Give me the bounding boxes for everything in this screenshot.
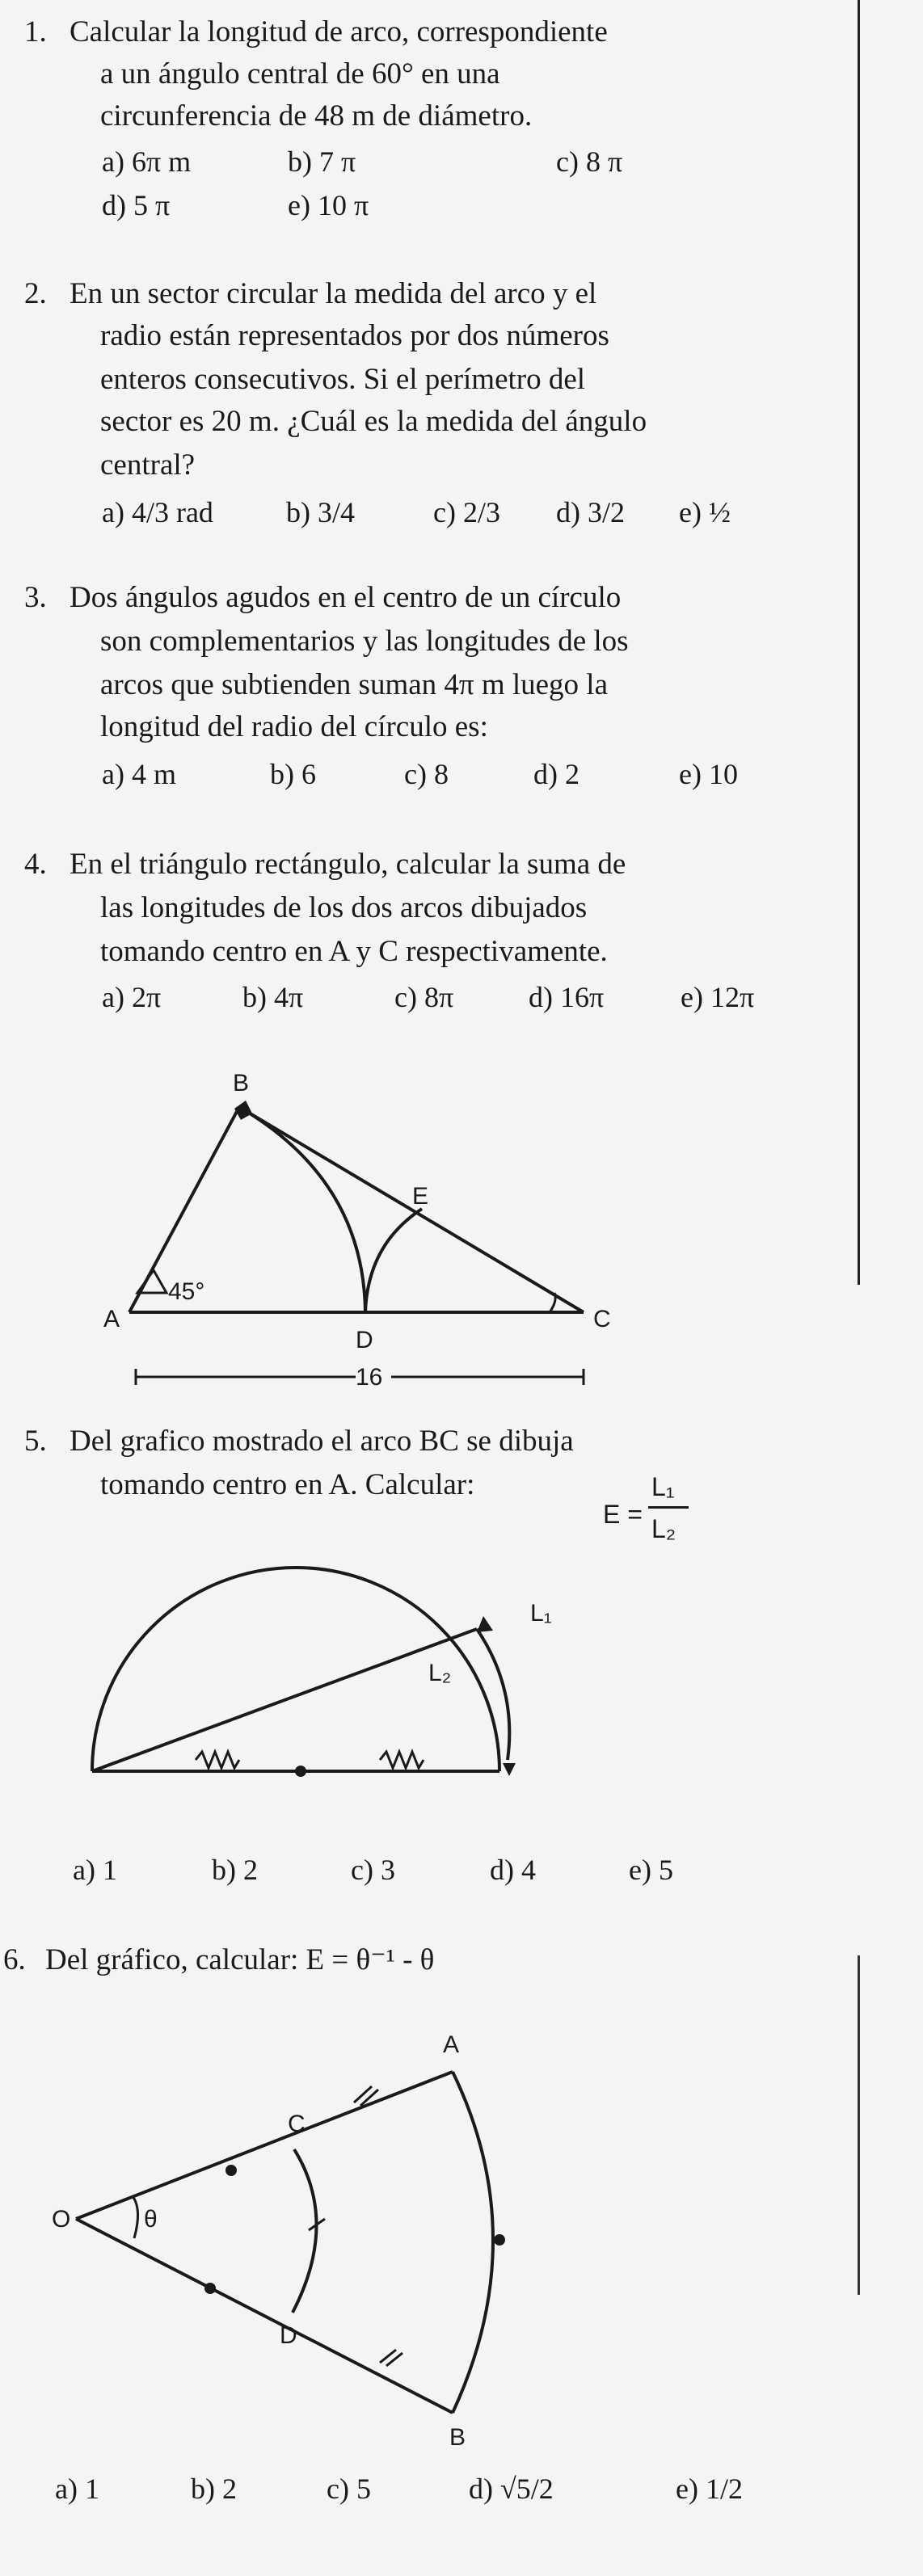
segment-ob — [76, 2219, 453, 2413]
problem-5-option-c: c) 3 — [351, 1854, 395, 1886]
problem-6-number: 6. — [3, 1943, 26, 1976]
label-6-c: C — [288, 2111, 306, 2137]
problem-3-option-c: c) 8 — [404, 758, 449, 790]
problem-5-option-e: e) 5 — [629, 1854, 673, 1886]
problem-3-line-2: son complementarios y las longitudes de los — [100, 625, 629, 658]
chord-ac — [92, 1629, 477, 1771]
problem-2-line-4: sector es 20 m. ¿Cuál es la medida del ángulo — [100, 405, 647, 438]
arc-de — [365, 1209, 422, 1312]
center-point — [295, 1766, 306, 1777]
label-a: A — [103, 1306, 120, 1332]
problem-5-line-1: Del grafico mostrado el arco BC se dibuja — [70, 1425, 574, 1458]
label-6-o: O — [52, 2206, 71, 2233]
problem-4-line-2: las longitudes de los dos arcos dibujados — [100, 891, 588, 924]
label-l2: L₂ — [428, 1660, 452, 1686]
problem-6-option-a: a) 1 — [55, 2473, 99, 2505]
arrow-l1 — [477, 1616, 493, 1632]
label-b: B — [233, 1070, 250, 1096]
problem-5-line-2: tomando centro en A. Calcular: — [100, 1468, 475, 1501]
label-6-theta: θ — [144, 2206, 158, 2233]
problem-1-line-3: circunferencia de 48 m de diámetro. — [100, 99, 533, 133]
point-od-mid — [204, 2283, 216, 2294]
label-c: C — [593, 1306, 611, 1332]
problem-6-option-b: b) 2 — [191, 2473, 237, 2505]
right-angle-mark-b — [234, 1101, 252, 1120]
problem-3-option-d: d) 2 — [533, 758, 580, 790]
point-arc-mid — [494, 2234, 505, 2246]
problem-4-line-3: tomando centro en A y C respectivamente. — [100, 935, 608, 968]
problem-4-option-e: e) 12π — [681, 981, 755, 1013]
segment-bc — [239, 1107, 584, 1312]
problem-2-option-d: d) 3/2 — [556, 496, 625, 528]
problem-6-option-e: e) 1/2 — [676, 2473, 743, 2505]
formula-numerator: L₁ — [651, 1472, 675, 1501]
problem-2-line-2: radio están representados por dos números — [100, 319, 609, 352]
problem-2-line-3: enteros consecutivos. Si el perímetro del — [100, 363, 586, 396]
problem-6-option-c: c) 5 — [327, 2473, 371, 2505]
fraction-bar — [648, 1506, 689, 1509]
problem-1-option-b: b) 7 π — [288, 145, 356, 178]
problem-3-option-a: a) 4 m — [102, 758, 176, 790]
formula-denominator: L₂ — [651, 1514, 676, 1543]
label-45-degrees: 45° — [168, 1278, 205, 1305]
arrow-l2 — [503, 1763, 516, 1776]
problem-4-option-b: b) 4π — [242, 981, 304, 1013]
problem-1-number: 1. — [24, 15, 47, 48]
problem-2-line-1: En un sector circular la medida del arco y el — [70, 277, 597, 310]
arc-l1 — [477, 1629, 509, 1760]
formula-lhs: E = — [603, 1500, 643, 1529]
problem-3-option-b: b) 6 — [270, 758, 316, 790]
label-l1: L₁ — [530, 1600, 552, 1627]
problem-5-option-a: a) 1 — [73, 1854, 117, 1886]
problem-3-option-e: e) 10 — [679, 758, 738, 790]
arc-ab — [453, 2072, 493, 2413]
problem-2-option-b: b) 3/4 — [286, 496, 355, 528]
problem-2-line-5: central? — [100, 448, 196, 482]
problem-3-line-4: longitud del radio del círculo es: — [100, 710, 488, 743]
problem-3-line-1: Dos ángulos agudos en el centro de un círculo — [70, 581, 622, 614]
problem-2-number: 2. — [24, 277, 47, 310]
problem-4-line-1: En el triángulo rectángulo, calcular la suma de — [70, 848, 626, 881]
angle-mark-o — [133, 2196, 138, 2238]
problem-5-option-d: d) 4 — [490, 1854, 536, 1886]
problem-5-number: 5. — [24, 1425, 47, 1458]
problem-5-option-b: b) 2 — [212, 1854, 258, 1886]
problem-2-option-c: c) 2/3 — [433, 496, 500, 528]
angle-mark-c — [550, 1293, 555, 1312]
label-6-d: D — [280, 2322, 297, 2349]
problem-1-line-1: Calcular la longitud de arco, correspondiente — [70, 15, 608, 48]
problem-4-option-a: a) 2π — [102, 981, 162, 1013]
problem-1-option-a: a) 6π m — [102, 145, 192, 178]
point-oc-mid — [225, 2165, 237, 2176]
problem-1-option-e: e) 10 π — [288, 189, 369, 221]
problem-4-option-d: d) 16π — [529, 981, 605, 1013]
problem-3-line-3: arcos que subtienden suman 4π m luego la — [100, 668, 609, 701]
label-6-b: B — [449, 2424, 466, 2451]
problem-1-option-c: c) 8 π — [556, 145, 623, 178]
spring-mark-left — [196, 1752, 239, 1768]
problem-6-line: Del gráfico, calcular: E = θ⁻¹ - θ — [45, 1943, 435, 1976]
label-e: E — [412, 1183, 429, 1210]
arc-bd — [239, 1107, 365, 1312]
problem-1-option-d: d) 5 π — [102, 189, 171, 221]
problem-2-option-e: e) ½ — [679, 496, 731, 528]
problem-6-option-d: d) √5/2 — [469, 2473, 554, 2505]
problem-2-option-a: a) 4/3 rad — [102, 496, 213, 528]
problem-3-number: 3. — [24, 581, 47, 614]
sector-figure — [76, 2072, 493, 2413]
label-6-a: A — [443, 2031, 460, 2058]
problem-4-number: 4. — [24, 848, 47, 881]
arc-cd — [293, 2149, 317, 2313]
label-d: D — [356, 1327, 373, 1353]
problem-1-line-2: a un ángulo central de 60° en una — [100, 57, 500, 90]
label-16: 16 — [356, 1364, 383, 1391]
spring-mark-right — [380, 1752, 424, 1768]
tick-oa-1 — [354, 2086, 372, 2102]
problem-4-option-c: c) 8π — [394, 981, 454, 1013]
